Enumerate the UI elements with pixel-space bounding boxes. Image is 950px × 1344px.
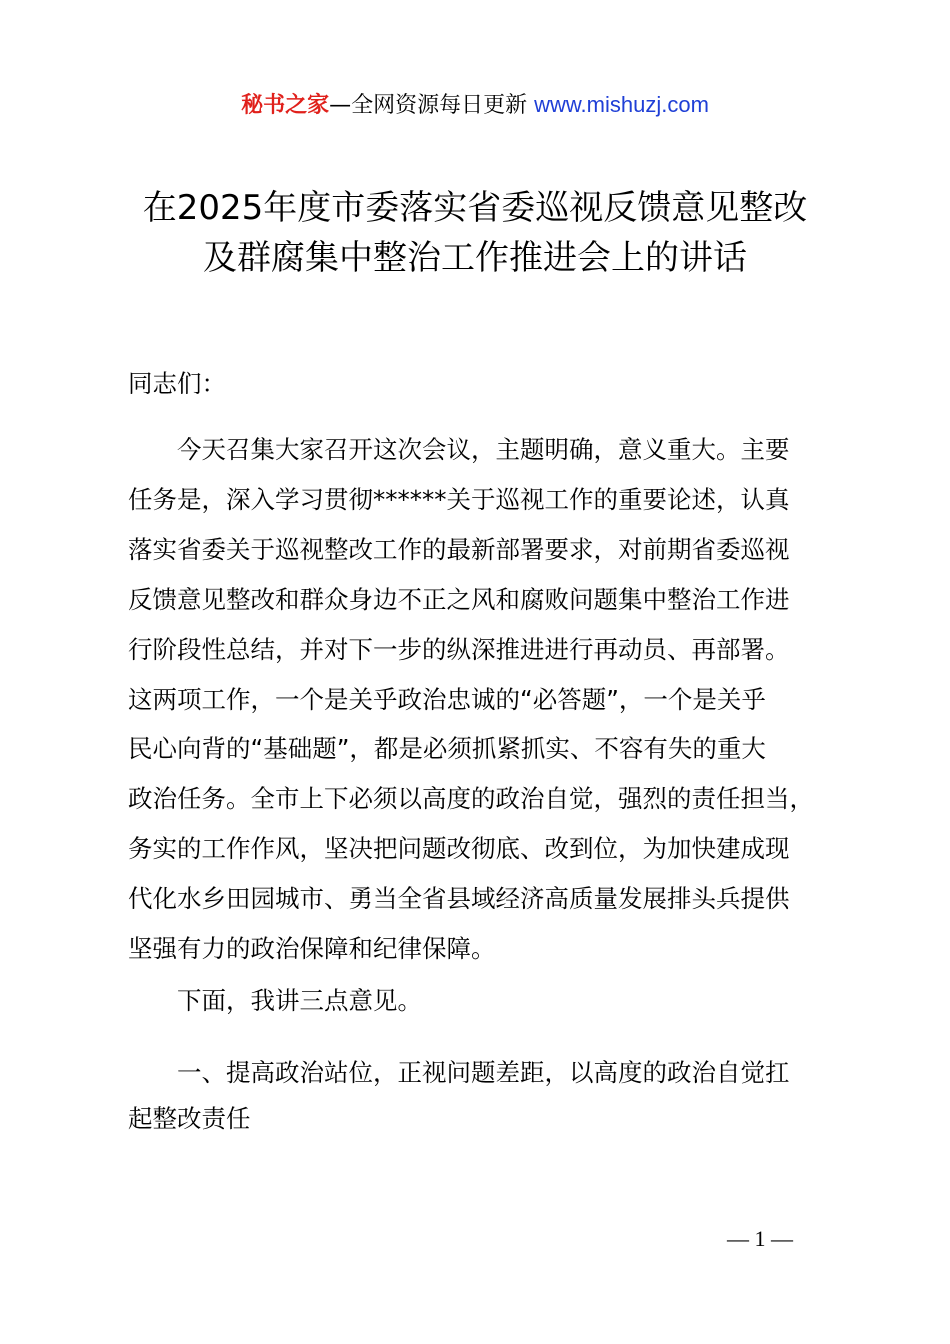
paragraph-line: 今天召集大家召开这次会议，主题明确，意义重大。主要 xyxy=(177,435,790,464)
title-line-1: 在2025年度市委落实省委巡视反馈意见整改 xyxy=(142,188,808,228)
paragraph-intro xyxy=(128,425,860,974)
paragraph-line: 这两项工作，一个是关乎政治忠诚的“必答题”，一个是关乎 xyxy=(128,684,766,714)
paragraph-line: 代化水乡田园城市、勇当全省县域经济高质量发展排头兵提供 xyxy=(128,884,790,914)
brand-name: 秘书之家 xyxy=(241,93,330,118)
section-heading-line-1: 一、提高政治站位，正视问题差距，以高度的政治自觉扛 xyxy=(177,1058,790,1087)
paragraph-line: 任务是，深入学习贯彻******关于巡视工作的重要论述，认真 xyxy=(128,484,790,514)
paragraph-line: 坚强有力的政治保障和纪律保障。 xyxy=(128,934,496,964)
paragraph-line: 务实的工作作风，坚决把问题改彻底、改到位，为加快建成现 xyxy=(128,834,790,864)
paragraph-line: 反馈意见整改和群众身边不正之风和腐败问题集中整治工作进 xyxy=(128,584,790,614)
paragraph-line: 政治任务。全市上下必须以高度的政治自觉，强烈的责任担当， xyxy=(128,784,814,814)
page-number: — 1 — xyxy=(727,1226,793,1251)
section-heading-line-2: 起整改责任 xyxy=(128,1104,251,1133)
paragraph-line: 行阶段性总结，并对下一步的纵深推进进行再动员、再部署。 xyxy=(128,634,790,664)
title-line-2: 及群腐集中整治工作推进会上的讲话 xyxy=(203,238,747,278)
salutation: 同志们： xyxy=(128,369,226,398)
header-tagline: —全网资源每日更新 xyxy=(329,93,535,118)
paragraph-transition: 下面，我讲三点意见。 xyxy=(177,986,422,1015)
site-header xyxy=(0,90,950,121)
site-url-link[interactable]: www.mishuzj.com xyxy=(534,92,709,117)
paragraph-line: 落实省委关于巡视整改工作的最新部署要求，对前期省委巡视 xyxy=(128,534,790,564)
section-heading-1 xyxy=(128,1050,860,1142)
paragraph-line: 民心向背的“基础题”，都是必须抓紧抓实、不容有失的重大 xyxy=(128,734,766,764)
document-title xyxy=(60,183,890,283)
